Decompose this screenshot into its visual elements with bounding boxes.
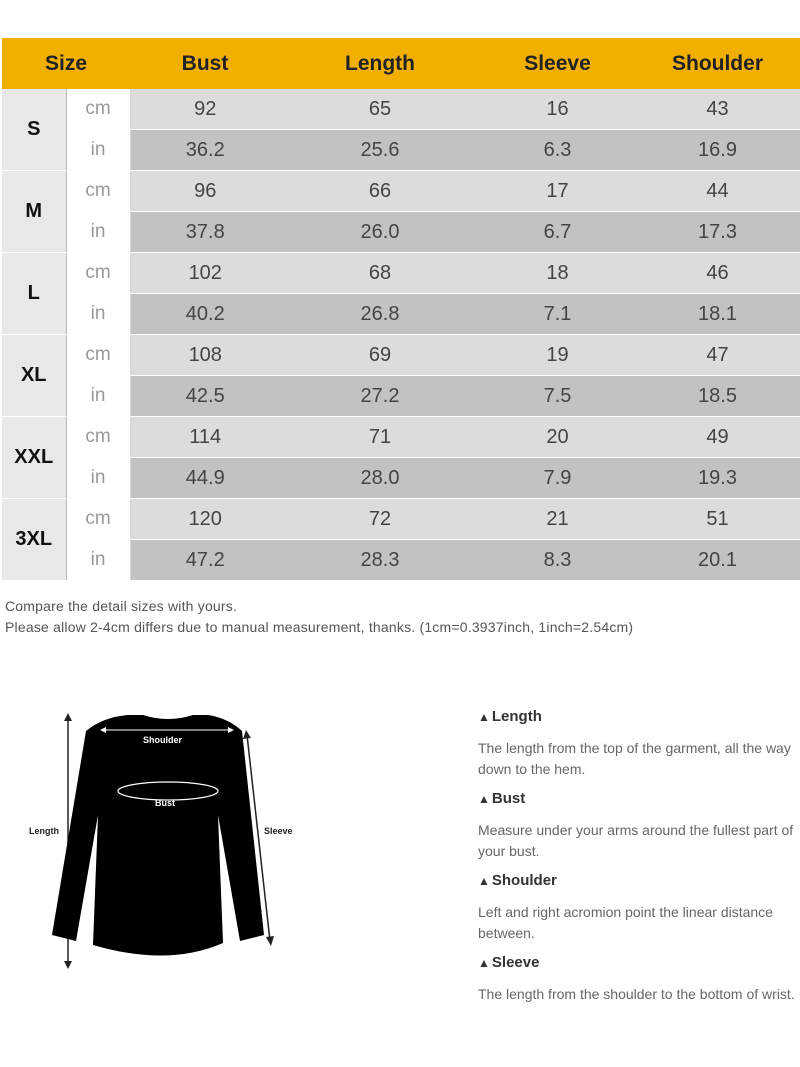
- table-row: [2, 540, 800, 581]
- measurement-length: 28.3: [280, 540, 480, 581]
- desc-text: The length from the top of the garment, all the way down to the hem.: [478, 740, 791, 777]
- measurement-length: 72: [280, 499, 480, 540]
- desc-title: [478, 872, 800, 892]
- measurement-length: 26.0: [280, 212, 480, 253]
- desc-shoulder: [478, 872, 800, 944]
- table-row: [2, 499, 800, 540]
- table-header-row: [2, 38, 800, 89]
- measurement-shoulder: 47: [635, 335, 800, 376]
- measurement-sleeve: 18: [480, 253, 635, 294]
- table-body: [2, 89, 800, 581]
- measurement-shoulder: 20.1: [635, 540, 800, 581]
- measurement-length: 66: [280, 171, 480, 212]
- unit-label: in: [66, 212, 130, 253]
- unit-label: in: [66, 376, 130, 417]
- table-row: [2, 212, 800, 253]
- measurement-bust: 120: [130, 499, 280, 540]
- measurement-sleeve: 20: [480, 417, 635, 458]
- measurement-bust: 92: [130, 89, 280, 130]
- desc-title-text: Bust: [491, 790, 526, 807]
- garment-diagram: [28, 705, 320, 975]
- size-label: S: [2, 89, 66, 171]
- header-bust: Bust: [130, 38, 280, 89]
- unit-label: in: [66, 458, 130, 499]
- size-label: XL: [2, 335, 66, 417]
- diagram-label-sleeve: Sleeve: [264, 826, 293, 836]
- measurement-shoulder: 46: [635, 253, 800, 294]
- unit-label: cm: [66, 253, 130, 294]
- measurement-shoulder: 19.3: [635, 458, 800, 499]
- measurement-sleeve: 8.3: [480, 540, 635, 581]
- measurement-bust: 102: [130, 253, 280, 294]
- unit-label: cm: [66, 499, 130, 540]
- measurement-shoulder: 18.5: [635, 376, 800, 417]
- desc-title-text: Length: [491, 708, 542, 725]
- measurement-length: 65: [280, 89, 480, 130]
- table-row: [2, 171, 800, 212]
- table-row: [2, 417, 800, 458]
- note-compare: Compare the detail sizes with yours.: [5, 598, 238, 614]
- unit-label: cm: [66, 417, 130, 458]
- unit-label: cm: [66, 335, 130, 376]
- measurement-descriptions: [478, 708, 800, 1015]
- desc-title-text: Sleeve: [491, 954, 540, 971]
- measurement-length: 25.6: [280, 130, 480, 171]
- table-row: [2, 335, 800, 376]
- triangle-icon: ▲: [478, 956, 490, 970]
- diagram-label-bust: Bust: [155, 798, 175, 808]
- measurement-bust: 96: [130, 171, 280, 212]
- triangle-icon: ▲: [478, 792, 490, 806]
- measurement-bust: 37.8: [130, 212, 280, 253]
- measurement-sleeve: 7.5: [480, 376, 635, 417]
- measurement-sleeve: 6.3: [480, 130, 635, 171]
- measurement-shoulder: 43: [635, 89, 800, 130]
- triangle-icon: ▲: [478, 874, 490, 888]
- table-row: [2, 294, 800, 335]
- measurement-sleeve: 16: [480, 89, 635, 130]
- measurement-bust: 114: [130, 417, 280, 458]
- triangle-icon: ▲: [478, 710, 490, 724]
- desc-sleeve: [478, 954, 800, 1005]
- header-shoulder: Shoulder: [635, 38, 800, 89]
- measurement-sleeve: 21: [480, 499, 635, 540]
- table-row: [2, 130, 800, 171]
- measurement-shoulder: 51: [635, 499, 800, 540]
- desc-title: [478, 954, 800, 974]
- measurement-shoulder: 18.1: [635, 294, 800, 335]
- desc-title-text: Shoulder: [491, 872, 557, 889]
- table-row: [2, 253, 800, 294]
- measurement-sleeve: 17: [480, 171, 635, 212]
- table-row: [2, 89, 800, 130]
- unit-label: in: [66, 130, 130, 171]
- desc-length: [478, 708, 800, 780]
- size-label: 3XL: [2, 499, 66, 581]
- measurement-sleeve: 7.9: [480, 458, 635, 499]
- desc-text: Measure under your arms around the fullest part of your bust.: [478, 822, 794, 859]
- measurement-shoulder: 17.3: [635, 212, 800, 253]
- unit-label: in: [66, 540, 130, 581]
- measurement-length: 69: [280, 335, 480, 376]
- unit-label: cm: [66, 171, 130, 212]
- measurement-bust: 47.2: [130, 540, 280, 581]
- desc-text: The length from the shoulder to the bottom of wrist.: [478, 986, 795, 1002]
- table-row: [2, 458, 800, 499]
- measurement-shoulder: 49: [635, 417, 800, 458]
- measurement-sleeve: 19: [480, 335, 635, 376]
- desc-text: Left and right acromion point the linear distance between.: [478, 904, 773, 941]
- measurement-sleeve: 6.7: [480, 212, 635, 253]
- measurement-sleeve: 7.1: [480, 294, 635, 335]
- measurement-length: 27.2: [280, 376, 480, 417]
- measurement-bust: 40.2: [130, 294, 280, 335]
- measurement-shoulder: 44: [635, 171, 800, 212]
- desc-title: [478, 790, 800, 810]
- size-label: L: [2, 253, 66, 335]
- size-label: XXL: [2, 417, 66, 499]
- unit-label: cm: [66, 89, 130, 130]
- measurement-length: 68: [280, 253, 480, 294]
- measurement-length: 26.8: [280, 294, 480, 335]
- table-row: [2, 376, 800, 417]
- measurement-bust: 42.5: [130, 376, 280, 417]
- diagram-label-length: Length: [29, 826, 59, 836]
- measurement-length: 71: [280, 417, 480, 458]
- desc-title: [478, 708, 800, 728]
- desc-bust: [478, 790, 800, 862]
- size-chart-table: [2, 38, 800, 581]
- diagram-label-shoulder: Shoulder: [143, 735, 183, 745]
- header-size: Size: [2, 38, 130, 89]
- size-label: M: [2, 171, 66, 253]
- measurement-bust: 44.9: [130, 458, 280, 499]
- measurement-bust: 36.2: [130, 130, 280, 171]
- measurement-shoulder: 16.9: [635, 130, 800, 171]
- measurement-length: 28.0: [280, 458, 480, 499]
- measurement-bust: 108: [130, 335, 280, 376]
- header-sleeve: Sleeve: [480, 38, 635, 89]
- unit-label: in: [66, 294, 130, 335]
- sweater-illustration: [28, 705, 320, 975]
- header-length: Length: [280, 38, 480, 89]
- note-allowance: Please allow 2-4cm differs due to manual measurement, thanks. (1cm=0.3937inch, 1inch=2.54cm): [5, 619, 634, 635]
